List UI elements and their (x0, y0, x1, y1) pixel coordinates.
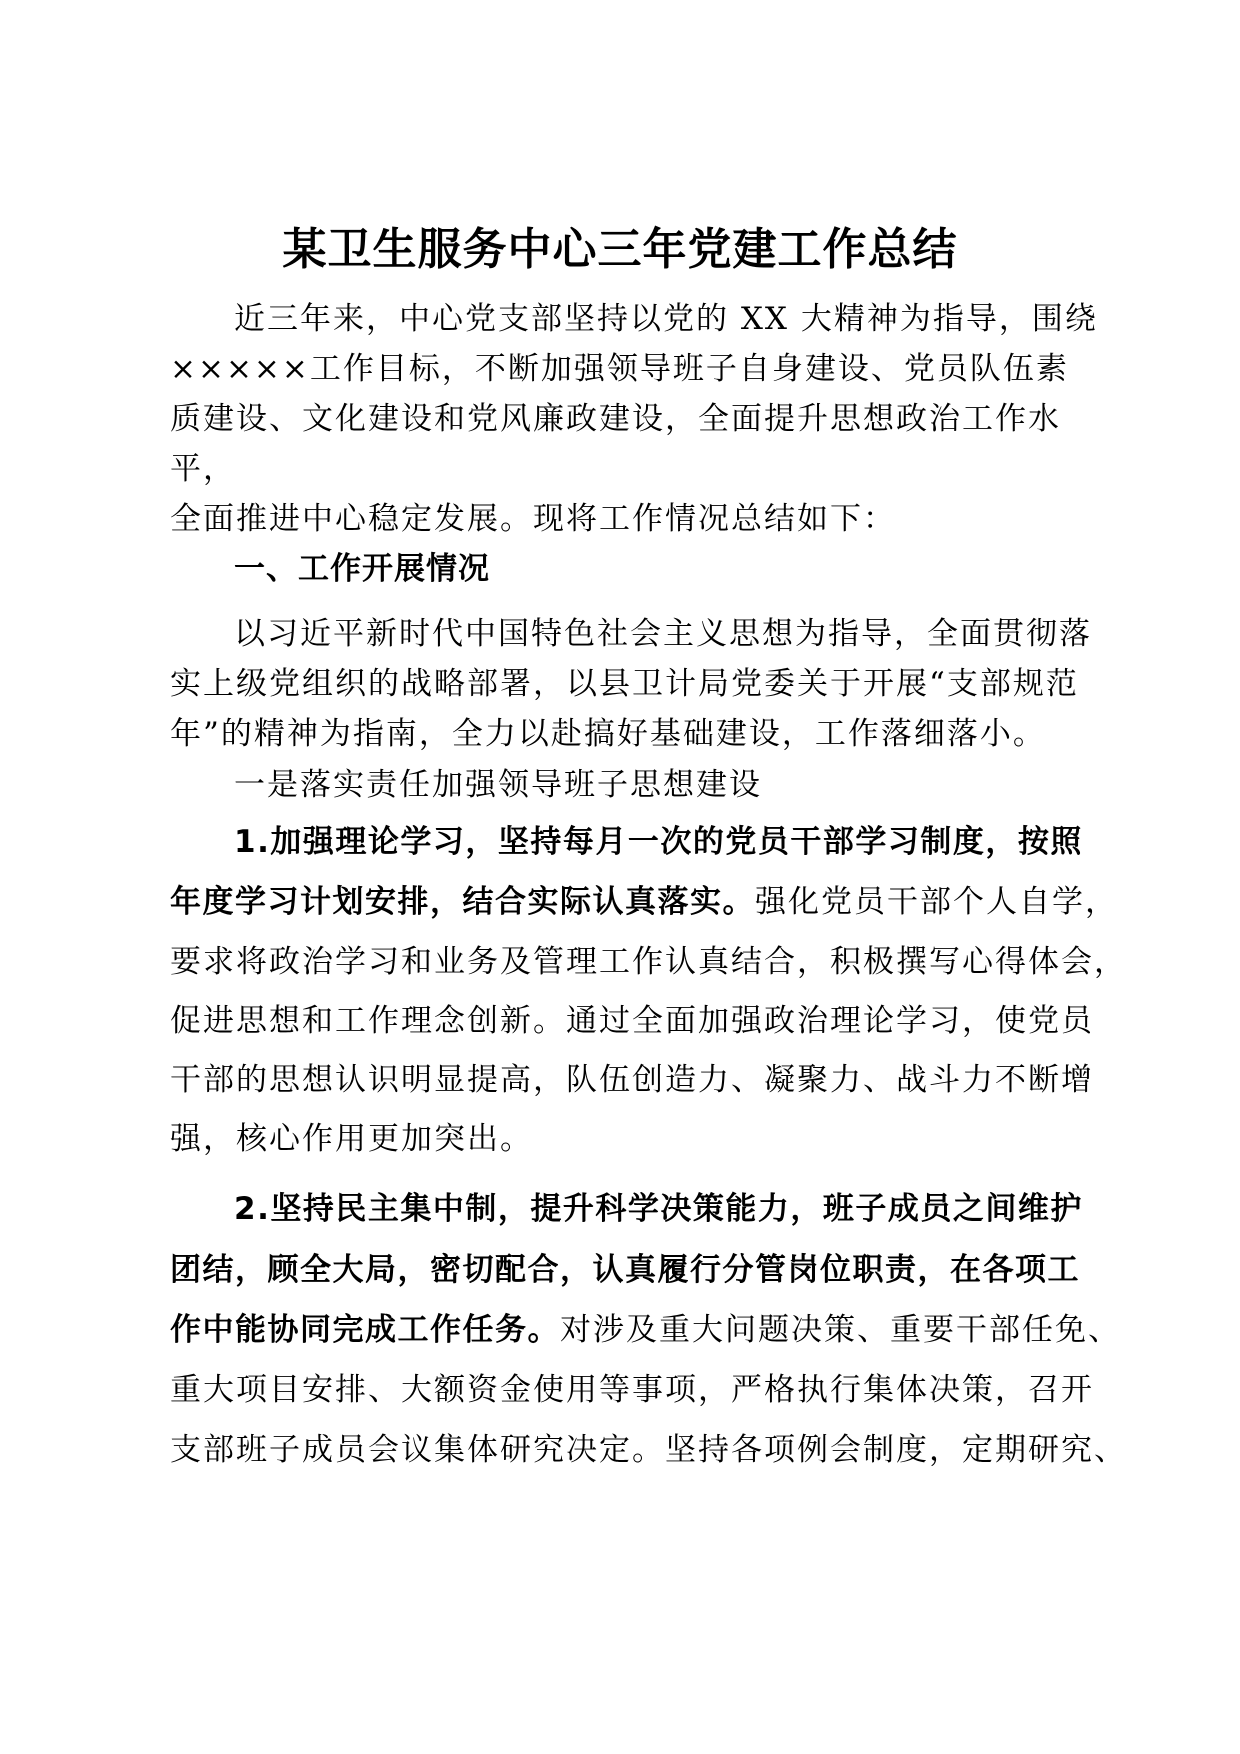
intro-line-2: ×××××工作目标，不断加强领导班子自身建设、党员队伍素 (170, 351, 1069, 387)
section-heading: 一、工作开展情况 (234, 551, 490, 587)
section-para-line-1: 以习近平新时代中国特色社会主义思想为指导，全面贯彻落 (234, 616, 1092, 652)
item1-line-1: 1.加强理论学习，坚持每月一次的党员干部学习制度，按照 (234, 824, 1083, 860)
item1-line-6: 强，核心作用更加突出。 (170, 1121, 533, 1157)
section-para-line-2: 实上级党组织的战略部署，以县卫计局党委关于开展“支部规范 (170, 666, 1079, 702)
intro-line-5: 全面推进中心稳定发展。现将工作情况总结如下： (170, 501, 896, 537)
item1-line-2 (170, 882, 1118, 922)
item1-line-2-normal: 强化党员干部个人自学， (755, 884, 1118, 920)
item1-line-2-bold: 年度学习计划安排，结合实际认真落实。 (170, 884, 755, 920)
intro-line-3: 质建设、文化建设和党风廉政建设，全面提升思想政治工作水 (170, 401, 1061, 437)
item2-line-3-normal: 对涉及重大问题决策、重要干部任免、 (560, 1312, 1121, 1348)
document-title: 某卫生服务中心三年党建工作总结 (282, 224, 958, 275)
section-para-line-3: 年”的精神为指南，全力以赴搞好基础建设，工作落细落小。 (170, 716, 1046, 752)
item2-line-3-bold: 作中能协同完成工作任务。 (170, 1312, 560, 1348)
item2-line-5: 支部班子成员会议集体研究决定。坚持各项例会制度，定期研究、 (170, 1432, 1127, 1468)
item1-line-3: 要求将政治学习和业务及管理工作认真结合，积极撰写心得体会， (170, 944, 1127, 980)
item2-line-4: 重大项目安排、大额资金使用等事项，严格执行集体决策，召开 (170, 1372, 1094, 1408)
item2-line-1: 2.坚持民主集中制，提升科学决策能力，班子成员之间维护 (234, 1191, 1083, 1227)
subheading: 一是落实责任加强领导班子思想建设 (234, 767, 762, 803)
intro-line-4: 平， (170, 451, 236, 487)
intro-line-1: 近三年来，中心党支部坚持以党的 XX 大精神为指导，围绕 (234, 301, 1098, 337)
item2-line-3 (170, 1310, 1121, 1350)
item2-line-2: 团结，顾全大局，密切配合，认真履行分管岗位职责，在各项工 (170, 1252, 1080, 1288)
item1-line-5: 干部的思想认识明显提高，队伍创造力、凝聚力、战斗力不断增 (170, 1062, 1094, 1098)
item1-line-4: 促进思想和工作理念创新。通过全面加强政治理论学习，使党员 (170, 1003, 1094, 1039)
